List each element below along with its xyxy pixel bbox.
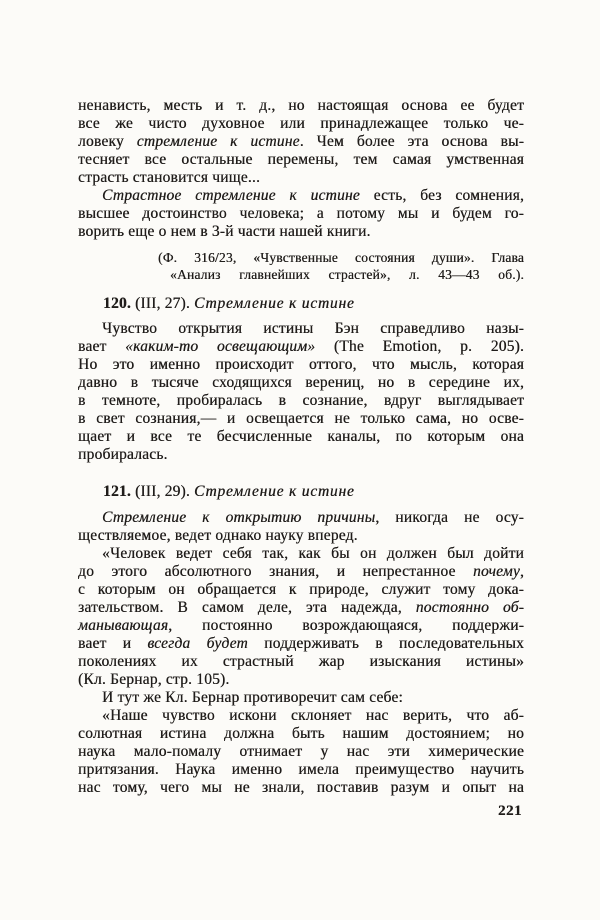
text-segment: всегда будет	[147, 635, 248, 652]
text-segment: поддерживать в последовательных	[247, 635, 525, 652]
text-segment: в свет сознания,— и освещается не только сама, но осве-	[78, 410, 524, 427]
text-line	[78, 356, 524, 374]
text-line	[78, 617, 524, 635]
text-line	[78, 205, 524, 223]
text-segment: ловеку	[78, 133, 137, 150]
text-column	[78, 97, 524, 797]
text-line	[78, 509, 524, 527]
text-line	[78, 743, 524, 761]
text-segment: вает	[78, 338, 126, 355]
paragraph-entry-121-intro	[78, 509, 524, 545]
text-line	[78, 320, 524, 338]
text-line	[78, 563, 524, 581]
text-line	[78, 446, 524, 464]
text-segment: И тут же Кл. Бернар противоречит сам себе:	[102, 689, 403, 706]
paragraph-continuation	[78, 97, 524, 187]
text-line	[78, 151, 524, 169]
page-number: 221	[498, 803, 522, 819]
paragraph-bernard-contradiction	[78, 689, 524, 707]
text-segment: ненависть, месть и т. д., но настоящая основа ее будет	[78, 97, 524, 114]
entry-heading-121	[78, 483, 524, 501]
text-segment: с которым он обращается к природе, служит тому дока-	[78, 581, 524, 598]
text-line	[78, 635, 524, 653]
paragraph-entry-120	[78, 320, 524, 464]
text-line	[78, 295, 524, 313]
text-segment: ворить еще о нем в 3-й части нашей книги.	[78, 223, 371, 240]
text-segment: Страстное стремление к истине	[102, 187, 360, 204]
text-line	[78, 581, 524, 599]
text-segment: , постоянно возрождающаяся, поддержи-	[168, 617, 524, 634]
source-citation	[78, 249, 524, 283]
text-line	[78, 671, 524, 689]
text-segment: вает и	[78, 635, 148, 652]
text-line	[78, 707, 524, 725]
text-segment: в темноте, пробиралась в сознание, вдруг выглядывает	[78, 392, 524, 409]
text-segment: . Чем более эта основа вы-	[299, 133, 524, 150]
text-segment: Стремление к истине	[194, 295, 355, 312]
text-segment: высшее достоинство человека; а потому мы и будем го-	[78, 205, 524, 222]
text-segment: ществляемое, ведет однако науку вперед.	[78, 527, 358, 544]
text-segment: поколениях их страстный жар изыскания истины»	[78, 653, 524, 670]
text-line	[78, 545, 524, 563]
text-line	[78, 169, 524, 187]
paragraph-bernard-quote-2	[78, 707, 524, 797]
text-line	[170, 266, 524, 283]
text-segment: манывающая	[78, 617, 169, 634]
text-segment: стремление к истине	[136, 133, 300, 150]
text-segment: почему	[472, 563, 520, 580]
entry-heading-120	[78, 295, 524, 313]
text-line	[78, 392, 524, 410]
text-segment: ,	[519, 563, 524, 580]
text-line	[78, 115, 524, 133]
text-segment: есть, без сомнения,	[359, 187, 524, 204]
text-segment: , никогда не осу-	[375, 509, 524, 526]
text-segment: 121.	[103, 483, 131, 500]
text-segment: щает и все те бесчисленные каналы, по которым она	[78, 428, 524, 445]
text-segment: все же чисто духовное или принадлежащее только че-	[78, 115, 524, 132]
text-line	[78, 187, 524, 205]
text-segment: солютная истина должна быть нашим достоянием; но	[78, 725, 524, 742]
text-line	[78, 725, 524, 743]
text-segment: постоянно об-	[415, 599, 524, 616]
text-segment: тесняет все остальные перемены, тем самая умственная	[78, 151, 524, 168]
text-line	[78, 97, 524, 115]
paragraph-bernard-quote	[78, 545, 524, 689]
text-segment: Чувство открытия истины Бэн справедливо назы-	[102, 320, 524, 337]
text-segment: (III, 29).	[130, 483, 195, 500]
text-line	[78, 374, 524, 392]
text-line	[78, 428, 524, 446]
text-segment: страсть становится чище...	[78, 169, 261, 186]
text-segment: нас тому, чего мы не знали, поставив разум и опыт на	[78, 779, 524, 796]
text-line	[78, 527, 524, 545]
text-line	[78, 779, 524, 797]
text-line	[78, 599, 524, 617]
text-segment: давно в тысяче сходящихся верениц, но в середине их,	[78, 374, 524, 391]
text-segment: «Человек ведет себя так, как бы он должен был дойти	[102, 545, 524, 562]
text-line	[78, 483, 524, 501]
text-segment: 120.	[103, 295, 131, 312]
text-segment: пробиралась.	[78, 446, 168, 463]
text-segment: Стремление к истине	[194, 483, 355, 500]
text-segment: «Анализ главнейших страстей», л. 43—43 об.).	[170, 267, 524, 282]
text-segment: (III, 27).	[130, 295, 195, 312]
text-line	[158, 249, 524, 266]
text-segment: до этого абсолютного знания, и непрестанное	[78, 563, 473, 580]
text-segment: притязания. Наука именно имела преимущество научить	[78, 761, 524, 778]
text-segment: наука мало-помалу отнимает у нас эти химерические	[78, 743, 524, 760]
text-segment: (Кл. Бернар, стр. 105).	[78, 671, 230, 688]
text-line	[78, 338, 524, 356]
text-segment: зательством. В самом деле, эта надежда,	[78, 599, 416, 616]
text-line	[78, 133, 524, 151]
text-segment: «каким-то освещающим»	[125, 338, 316, 355]
text-line	[78, 653, 524, 671]
text-line	[78, 761, 524, 779]
text-segment: Но это именно происходит оттого, что мысль, которая	[78, 356, 524, 373]
text-line	[78, 223, 524, 241]
text-segment: (Ф. 316/23, «Чувственные состояния души». Глава	[158, 250, 524, 265]
paragraph-passion-for-truth	[78, 187, 524, 241]
text-segment: «Наше чувство искони склоняет нас верить, что аб-	[102, 707, 524, 724]
text-segment: Стремление к открытию причины	[102, 509, 376, 526]
text-line	[78, 410, 524, 428]
text-segment: (The Emotion, p. 205).	[315, 338, 524, 355]
text-line	[78, 689, 524, 707]
